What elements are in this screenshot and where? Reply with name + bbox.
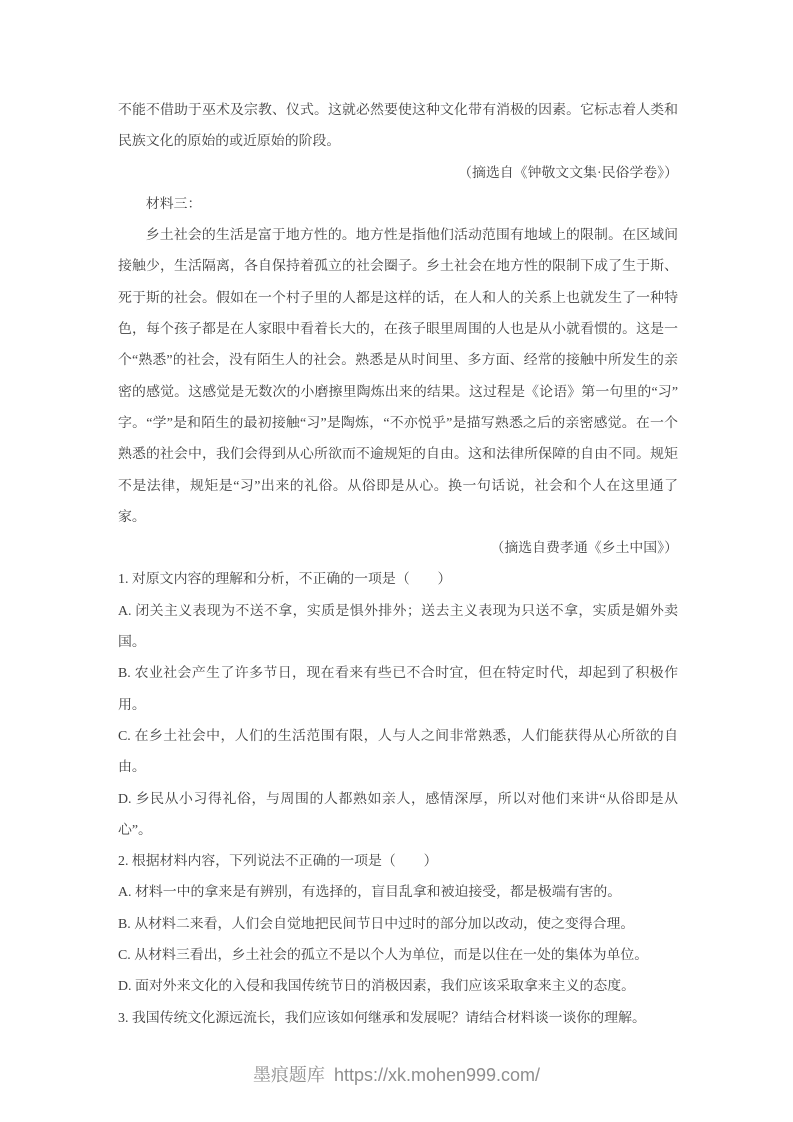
question-1-option-d: D. 乡民从小习得礼俗，与周围的人都熟如亲人，感情深厚，所以对他们来讲“从俗即是从心”。 (118, 791, 678, 838)
question-2-option-b: B. 从材料二来看，人们会自觉地把民间节日中过时的部分加以改动，使之变得合理。 (118, 916, 635, 932)
question-1-option-b: B. 农业社会产生了许多节日，现在看来有些已不合时宜，但在特定时代，却起到了积极作用。 (118, 666, 678, 713)
material-three-paragraph: 乡土社会的生活是富于地方性的。地方性是指他们活动范围有地域上的限制。在区域间接触少，生活隔离，各自保持着孤立的社会圈子。乡土社会在地方性的限制下成了生于斯、死于斯的社会。假如在一个村子里的人都是这样的话，在人和人的关系上也就发生了一种特色，每个孩子都是在人家眼中看着长大的，在孩子眼里周围的人也是从小就看惯的。这是一个“熟悉”的社会，没有陌生人的社会。熟悉是从时间里、多方面、经常的接触中所发生的亲密的感觉。这感觉是无数次的小磨擦里陶炼出来的结果。这过程是《论语》第一句里的“习”字。“学”是和陌生的最初接触“习”是陶炼，“不亦悦乎”是描写熟悉之后的亲密感觉。在一个熟悉的社会中，我们会得到从心所欲而不逾规矩的自由。这和法律所保障的自由不同。规矩不是法律，规矩是“习”出来的礼俗。从俗即是从心。换一句话说，社会和个人在这里通了家。 (118, 228, 678, 525)
page-footer (0, 1062, 793, 1088)
question-2-option-c: C. 从材料三看出，乡土社会的孤立不是以个人为单位，而是以住在一处的集体为单位。 (118, 948, 649, 964)
source-citation-material-three: （摘选自费孝通《乡土中国》） (490, 541, 678, 557)
question-1: 1. 对原文内容的理解和分析，不正确的一项是（ ） (118, 572, 452, 588)
material-three-heading: 材料三： (145, 196, 202, 212)
document-content (118, 95, 678, 1034)
question-2-option-a: A. 材料一中的拿来是有辨别，有选择的，盲目乱拿和被迫接受，都是极端有害的。 (118, 885, 622, 901)
footer-site-name: 墨痕题库 (252, 1065, 325, 1085)
question-2-option-d: D. 面对外来文化的入侵和我国传统节日的消极因素，我们应该采取拿来主义的态度。 (118, 979, 636, 995)
question-1-option-a: A. 闭关主义表现为不送不拿，实质是惧外排外；送去主义表现为只送不拿，实质是媚外卖国。 (118, 603, 678, 651)
continuation-paragraph: 不能不借助于巫术及宗教、仪式。这就必然要使这种文化带有消极的因素。它标志着人类和民族文化的原始的或近原始的阶段。 (118, 103, 678, 150)
footer-site-url: https://xk.mohen999.com/ (333, 1065, 541, 1085)
question-2: 2. 根据材料内容，下列说法不正确的一项是（ ） (118, 854, 438, 870)
question-3: 3. 我国传统文化源远流长，我们应该如何继承和发展呢？请结合材料谈一谈你的理解。 (118, 1010, 646, 1026)
source-citation-material-two: （摘选自《钟敬文文集·民俗学卷》） (458, 165, 678, 181)
question-1-option-c: C. 在乡土社会中，人们的生活范围有限，人与人之间非常熟悉，人们能获得从心所欲的自由。 (118, 728, 678, 776)
